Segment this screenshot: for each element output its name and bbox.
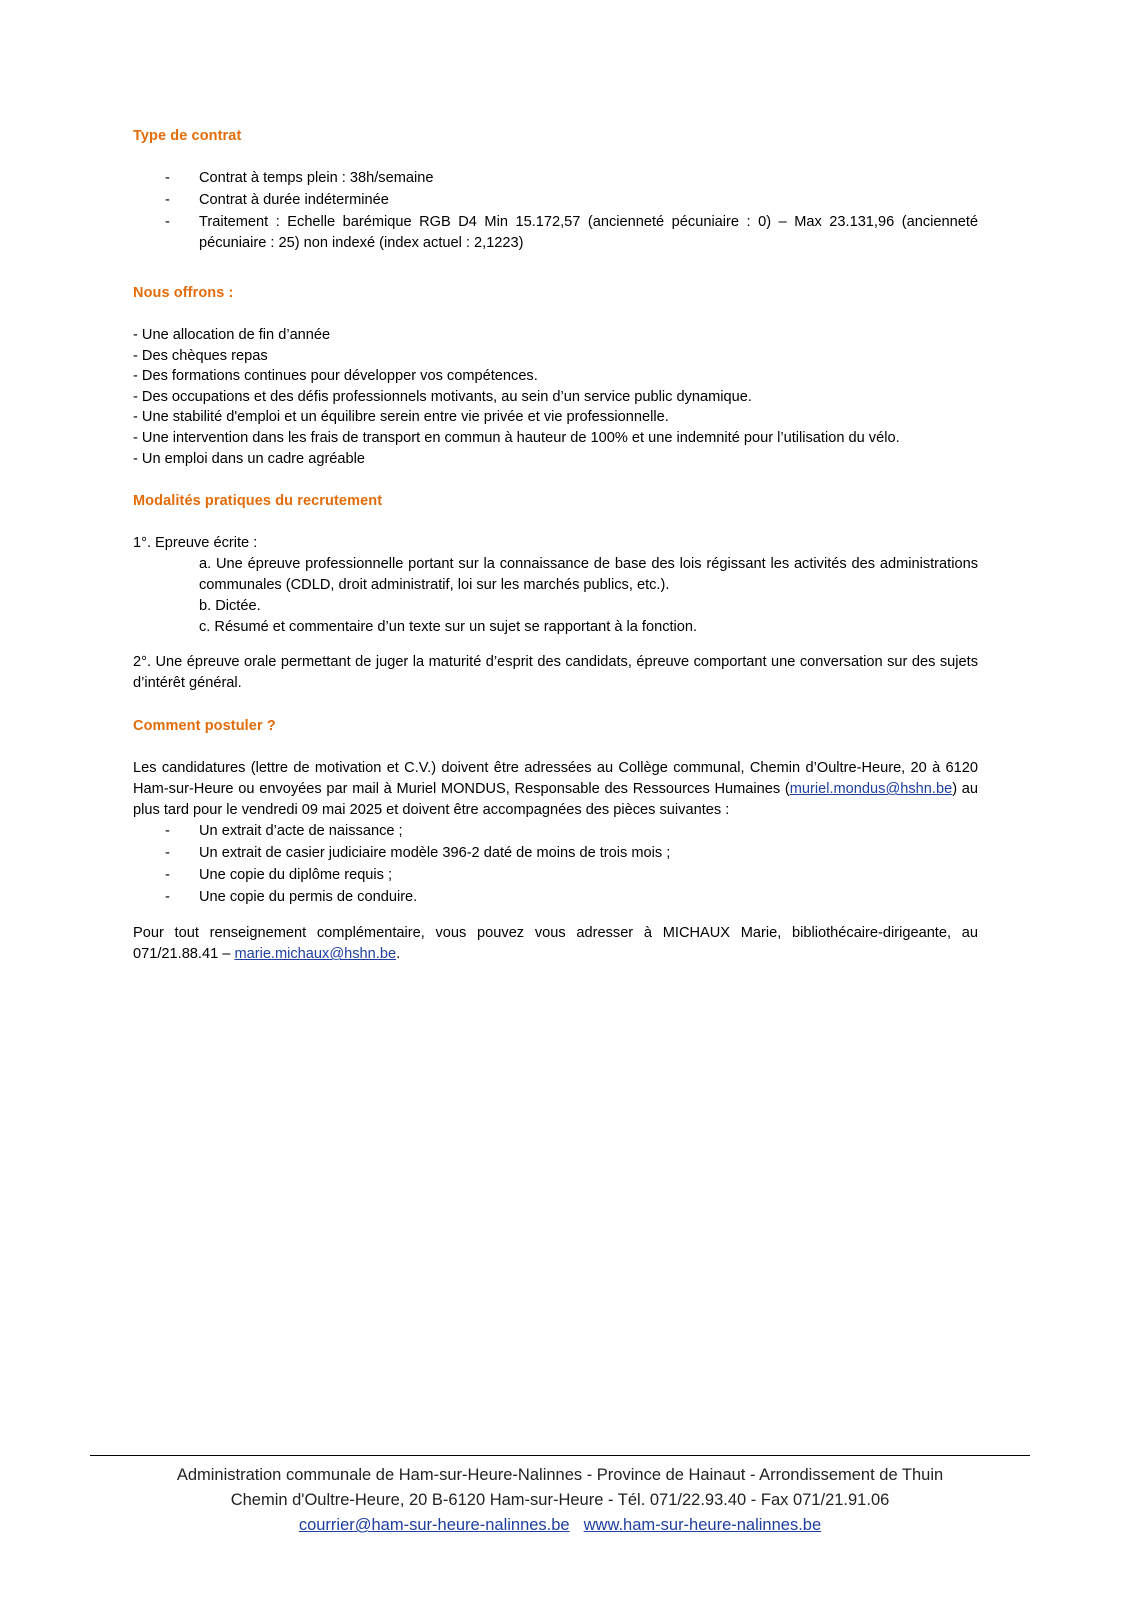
email-link-muriel[interactable]: muriel.mondus@hshn.be <box>789 781 953 798</box>
list-item <box>133 821 978 842</box>
dash-bullet: - <box>165 845 170 862</box>
documents-list <box>133 821 978 908</box>
list-item-text: Contrat à durée indéterminée <box>199 192 389 208</box>
list-item <box>133 212 978 254</box>
dash-bullet: - <box>165 214 170 230</box>
dash-bullet: - <box>165 867 170 884</box>
list-item <box>133 190 978 211</box>
section-recruitment <box>133 493 978 694</box>
section-heading-recruitment: Modalités pratiques du recrutement <box>133 493 383 510</box>
step2-text: 2°. Une épreuve orale permettant de juger la maturité d’esprit des candidats, épreuve comportant une conversation sur des sujets d’intérêt général. <box>133 654 978 692</box>
offer-line: - Une allocation de fin d’année <box>133 327 331 343</box>
page-footer <box>90 1455 1030 1538</box>
list-item-text: Un extrait d’acte de naissance ; <box>199 823 403 840</box>
contact-paragraph <box>133 923 978 965</box>
contact-after: . <box>396 946 401 963</box>
apply-intro <box>133 758 978 821</box>
section-offer <box>133 285 978 469</box>
list-item-text: Une copie du diplôme requis ; <box>199 867 393 884</box>
offer-line: - Des occupations et des défis professionnels motivants, au sein d’un service public dynamique. <box>133 388 752 405</box>
footer-email-link[interactable]: courrier@ham-sur-heure-nalinnes.be <box>298 1516 570 1534</box>
dash-bullet: - <box>165 823 170 840</box>
offer-line: - Un emploi dans un cadre agréable <box>133 450 366 467</box>
footer-line-2: Chemin d'Oultre-Heure, 20 B-6120 Ham-sur-Heure - Tél. 071/22.93.40 - Fax 071/21.91.06 <box>230 1491 890 1509</box>
step1-item-c: c. Résumé et commentaire d’un texte sur un sujet se rapportant à la fonction. <box>199 619 698 636</box>
footer-website-link[interactable]: www.ham-sur-heure-nalinnes.be <box>583 1516 822 1534</box>
footer-divider <box>90 1455 1030 1456</box>
apply-intro-before: Les candidatures (lettre de motivation et C.V.) doivent être adressées au Collège communal, Chemin d’Oultre-Heure, 20 à 6120 Ham-sur-Heure ou envoyées par mail à Muriel MONDUS, Responsable des Ressources Humaines ( <box>133 760 978 798</box>
section-heading-offer: Nous offrons : <box>133 285 234 301</box>
contract-list <box>133 168 978 254</box>
section-contract <box>133 128 978 254</box>
section-heading-apply: Comment postuler ? <box>133 718 276 735</box>
list-item-text: Une copie du permis de conduire. <box>199 889 418 906</box>
offer-line: - Une intervention dans les frais de transport en commun à hauteur de 100% et une indemnité pour l’utilisation du vélo. <box>133 429 900 446</box>
step1-item-b: b. Dictée. <box>199 598 261 615</box>
document-body <box>133 128 978 965</box>
step1-item-a: a. Une épreuve professionnelle portant sur la connaissance de base des lois régissant les activités des administrations communales (CDLD, droit administratif, loi sur les marchés publics, etc.). <box>199 556 978 594</box>
section-heading-contract: Type de contrat <box>133 128 242 144</box>
list-item <box>133 843 978 864</box>
list-item <box>133 887 978 908</box>
offer-line: - Des chèques repas <box>133 347 268 364</box>
list-item-text: Un extrait de casier judiciaire modèle 396-2 daté de moins de trois mois ; <box>199 845 671 862</box>
dash-bullet: - <box>165 192 170 208</box>
list-item-text: Contrat à temps plein : 38h/semaine <box>199 170 434 186</box>
list-item-text: Traitement : Echelle barémique RGB D4 Min 15.172,57 (ancienneté pécuniaire : 0) – Max 23.131,96 (ancienneté pécuniaire : 25) non indexé (index actuel : 2,1223) <box>199 214 978 251</box>
step1-label: 1°. Epreuve écrite : <box>133 535 258 552</box>
footer-links <box>90 1513 1030 1538</box>
dash-bullet: - <box>165 889 170 906</box>
offer-line: - Des formations continues pour développer vos compétences. <box>133 368 538 385</box>
list-item <box>133 168 978 189</box>
apply-intro-after: ) au plus tard pour le vendredi 09 mai 2025 et doivent être accompagnées des pièces suivantes : <box>133 781 979 819</box>
footer-line-1: Administration communale de Ham-sur-Heure-Nalinnes - Province de Hainaut - Arrondissement de Thuin <box>176 1466 944 1484</box>
dash-bullet: - <box>165 170 170 186</box>
offer-line: - Une stabilité d'emploi et un équilibre serein entre vie privée et vie professionnelle. <box>133 409 669 426</box>
section-apply <box>133 718 978 965</box>
list-item <box>133 865 978 886</box>
contact-before: Pour tout renseignement complémentaire, vous pouvez vous adresser à MICHAUX Marie, bibliothécaire-dirigeante, au 071/21.88.41 – <box>133 925 978 963</box>
email-link-marie[interactable]: marie.michaux@hshn.be <box>234 946 397 963</box>
